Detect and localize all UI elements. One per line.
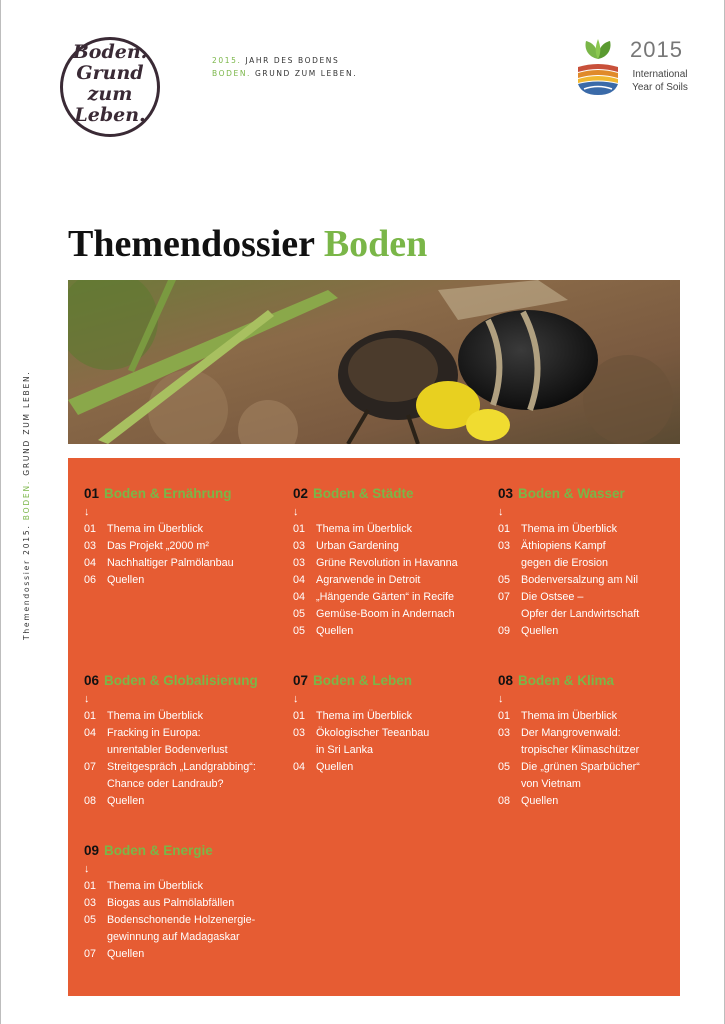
section-items — [84, 708, 258, 810]
section-title: Boden & Leben — [313, 673, 413, 688]
down-arrow-icon: ↓ — [498, 693, 504, 705]
toc-item-page: 01 — [293, 523, 306, 535]
toc-item-text: Thema im Überblick — [107, 880, 203, 892]
toc-section-07 — [293, 673, 429, 776]
section-items — [498, 708, 640, 810]
toc-item[interactable] — [498, 589, 639, 606]
logo-line: zum — [87, 83, 133, 105]
toc-item-text: tropischer Klimaschützer — [521, 744, 640, 756]
toc-item-text: Quellen — [521, 795, 559, 807]
section-heading[interactable] — [84, 486, 234, 504]
toc-item-text: Agrarwende in Detroit — [316, 574, 421, 586]
toc-item-text: Äthiopiens Kampf — [521, 540, 606, 552]
toc-item-page: 05 — [498, 574, 511, 586]
toc-item-text: Grüne Revolution in Havanna — [316, 557, 458, 569]
iys-label — [630, 68, 690, 94]
toc-item[interactable] — [84, 742, 258, 759]
down-arrow-icon: ↓ — [84, 506, 90, 518]
section-number: 09 — [84, 843, 100, 858]
section-heading[interactable] — [293, 673, 429, 691]
toc-item-page: 06 — [84, 574, 97, 586]
title-main: Themendossier — [68, 223, 315, 265]
toc-item-page: 07 — [84, 948, 97, 960]
page-title — [68, 222, 427, 266]
toc-item-page: 03 — [293, 540, 306, 552]
section-items — [498, 521, 639, 640]
toc-section-08 — [498, 673, 640, 810]
toc-item-page: 01 — [84, 523, 97, 535]
toc-item[interactable] — [84, 708, 258, 725]
section-title: Boden & Klima — [518, 673, 615, 688]
toc-item-text: Opfer der Landwirtschaft — [521, 608, 640, 620]
page-border-left — [0, 0, 1, 1024]
toc-item-text: Bodenversalzung am Nil — [521, 574, 639, 586]
toc-item-text: in Sri Lanka — [316, 744, 374, 756]
toc-item-text: Die Ostsee – — [521, 591, 584, 603]
section-heading[interactable] — [84, 843, 255, 861]
toc-item-text: Quellen — [107, 574, 145, 586]
toc-item[interactable] — [293, 623, 458, 640]
toc-item-text: Thema im Überblick — [107, 523, 203, 535]
toc-item[interactable] — [498, 776, 640, 793]
toc-item[interactable] — [293, 708, 429, 725]
section-number: 08 — [498, 673, 514, 688]
toc-item-page: 05 — [84, 914, 97, 926]
toc-item-text: Thema im Überblick — [316, 710, 412, 722]
toc-item[interactable] — [498, 538, 639, 555]
toc-item-text: Thema im Überblick — [107, 710, 203, 722]
iys-logo-icon — [574, 37, 622, 97]
toc-item-text: Biogas aus Palmölabfällen — [107, 897, 235, 909]
vertical-accent: BODEN. — [22, 479, 31, 521]
tagline — [212, 54, 357, 80]
section-items — [293, 521, 458, 640]
toc-item-page: 05 — [293, 608, 306, 620]
toc-item[interactable] — [84, 572, 234, 589]
tagline-rest: JAHR DES BODENS — [245, 56, 340, 65]
iys-year: 2015 — [630, 37, 683, 62]
down-arrow-icon: ↓ — [498, 506, 504, 518]
toc-item-text: Ökologischer Teeanbau — [316, 727, 430, 739]
toc-item-page: 04 — [293, 574, 306, 586]
toc-item[interactable] — [498, 759, 640, 776]
tagline-year: 2015. — [212, 56, 242, 65]
section-title: Boden & Städte — [313, 486, 414, 501]
down-arrow-icon: ↓ — [293, 693, 299, 705]
toc-item-page: 08 — [498, 795, 511, 807]
toc-item[interactable] — [84, 759, 258, 776]
iys-line: International — [632, 69, 688, 80]
toc-item-page: 01 — [293, 710, 306, 722]
down-arrow-icon: ↓ — [84, 693, 90, 705]
toc-item-text: Die „grünen Sparbücher“ — [521, 761, 640, 773]
toc-item-text: Quellen — [107, 795, 145, 807]
toc-item[interactable] — [498, 623, 639, 640]
section-number: 06 — [84, 673, 100, 688]
boden-logo-text — [60, 42, 160, 126]
toc-item-text: Quellen — [107, 948, 145, 960]
section-title: Boden & Ernährung — [104, 486, 232, 501]
toc-item[interactable] — [293, 521, 458, 538]
section-number: 07 — [293, 673, 309, 688]
toc-item[interactable] — [293, 555, 458, 572]
section-number: 01 — [84, 486, 100, 501]
down-arrow-icon: ↓ — [293, 506, 299, 518]
toc-item-page: 01 — [84, 880, 97, 892]
toc-item-text: von Vietnam — [521, 778, 581, 790]
vertical-prefix: Themendossier 2015. — [22, 524, 31, 640]
section-heading[interactable] — [498, 486, 639, 504]
section-title: Boden & Energie — [104, 843, 213, 858]
down-arrow-icon: ↓ — [84, 863, 90, 875]
toc-item-text: unrentabler Bodenverlust — [107, 744, 228, 756]
toc-item-text: Der Mangrovenwald: — [521, 727, 621, 739]
toc-item-page: 04 — [293, 761, 306, 773]
toc-item-page: 03 — [84, 897, 97, 909]
toc-item[interactable] — [498, 708, 640, 725]
toc-item[interactable] — [498, 725, 640, 742]
toc-section-03 — [498, 486, 639, 640]
toc-item-page — [84, 776, 107, 793]
toc-item-text: Thema im Überblick — [316, 523, 412, 535]
toc-item-text: gegen die Erosion — [521, 557, 609, 569]
toc-section-09 — [84, 843, 255, 963]
toc-item[interactable] — [84, 895, 255, 912]
tagline-word: BODEN. — [212, 69, 252, 78]
toc-item-page: 03 — [498, 727, 511, 739]
toc-section-06 — [84, 673, 258, 810]
toc-item-page: 05 — [498, 761, 511, 773]
toc-item-text: gewinnung auf Madagaskar — [107, 931, 240, 943]
section-number: 02 — [293, 486, 309, 501]
toc-item-page: 04 — [84, 727, 97, 739]
section-heading[interactable] — [498, 673, 640, 691]
toc-item[interactable] — [498, 572, 639, 589]
toc-item-text: Das Projekt „2000 m² — [107, 540, 210, 552]
toc-item-page — [498, 555, 521, 572]
toc-item[interactable] — [498, 742, 640, 759]
toc-item[interactable] — [293, 759, 429, 776]
toc-item[interactable] — [293, 589, 458, 606]
toc-item[interactable] — [498, 606, 639, 623]
toc-item[interactable] — [498, 793, 640, 810]
toc-item[interactable] — [498, 555, 639, 572]
toc-item-page: 07 — [498, 591, 511, 603]
toc-item-text: Urban Gardening — [316, 540, 399, 552]
toc-item-page — [498, 776, 521, 793]
toc-item-text: Quellen — [316, 761, 354, 773]
toc-item[interactable] — [84, 776, 258, 793]
toc-item-page — [84, 929, 107, 946]
toc-item-text: Gemüse-Boom in Andernach — [316, 608, 455, 620]
toc-item[interactable] — [84, 946, 255, 963]
toc-item[interactable] — [84, 725, 258, 742]
vertical-suffix: GRUND ZUM LEBEN. — [22, 370, 31, 476]
toc-item-page: 03 — [498, 540, 511, 552]
toc-item-page: 07 — [84, 761, 97, 773]
toc-item-page — [498, 606, 521, 623]
toc-item-page — [498, 742, 521, 759]
toc-item[interactable] — [84, 793, 258, 810]
toc-item-page — [84, 742, 107, 759]
toc-item[interactable] — [498, 521, 639, 538]
toc-item[interactable] — [293, 725, 429, 742]
toc-item-text: Quellen — [316, 625, 354, 637]
bee-photo — [68, 280, 680, 444]
logo-line: Grund — [76, 62, 144, 84]
section-items — [84, 521, 234, 589]
section-heading[interactable] — [84, 673, 258, 691]
toc-item[interactable] — [84, 878, 255, 895]
toc-item[interactable] — [84, 521, 234, 538]
toc-item-page: 04 — [293, 591, 306, 603]
toc-item-page — [293, 742, 316, 759]
toc-item[interactable] — [293, 572, 458, 589]
toc-item[interactable] — [293, 538, 458, 555]
toc-item-text: Nachhaltiger Palmölanbau — [107, 557, 234, 569]
tagline-rest-2: GRUND ZUM LEBEN. — [255, 69, 358, 78]
toc-item-text: Chance oder Landraub? — [107, 778, 224, 790]
logo-line: Boden. — [72, 41, 148, 63]
toc-item-page: 01 — [498, 523, 511, 535]
section-number: 03 — [498, 486, 514, 501]
toc-item[interactable] — [84, 912, 255, 929]
vertical-side-text — [22, 370, 31, 640]
toc-item-page: 03 — [84, 540, 97, 552]
toc-item-page: 03 — [293, 727, 306, 739]
toc-item-text: Thema im Überblick — [521, 710, 617, 722]
toc-item-text: „Hängende Gärten“ in Recife — [316, 591, 455, 603]
iys-line: Year of Soils — [632, 82, 688, 93]
section-heading[interactable] — [293, 486, 458, 504]
section-title: Boden & Wasser — [518, 486, 625, 501]
toc-item[interactable] — [84, 929, 255, 946]
toc-section-02 — [293, 486, 458, 640]
section-items — [84, 878, 255, 963]
toc-item-page: 08 — [84, 795, 97, 807]
toc-item-page: 01 — [498, 710, 511, 722]
toc-item[interactable] — [293, 606, 458, 623]
toc-item-page: 09 — [498, 625, 511, 637]
title-accent: Boden — [323, 223, 428, 265]
toc-item-text: Thema im Überblick — [521, 523, 617, 535]
toc-item-text: Quellen — [521, 625, 559, 637]
section-title: Boden & Globalisierung — [104, 673, 258, 688]
toc-item-page: 01 — [84, 710, 97, 722]
toc-item[interactable] — [293, 742, 429, 759]
toc-item[interactable] — [84, 538, 234, 555]
toc-item-text: Bodenschonende Holzenergie- — [107, 914, 256, 926]
section-items — [293, 708, 429, 776]
logo-line: Leben. — [74, 104, 146, 126]
toc-item-text: Streitgespräch „Landgrabbing“: — [107, 761, 256, 773]
toc-item-page: 05 — [293, 625, 306, 637]
toc-section-01 — [84, 486, 234, 589]
toc-item[interactable] — [84, 555, 234, 572]
toc-item-page: 03 — [293, 557, 306, 569]
toc-item-text: Fracking in Europa: — [107, 727, 201, 739]
toc-item-page: 04 — [84, 557, 97, 569]
